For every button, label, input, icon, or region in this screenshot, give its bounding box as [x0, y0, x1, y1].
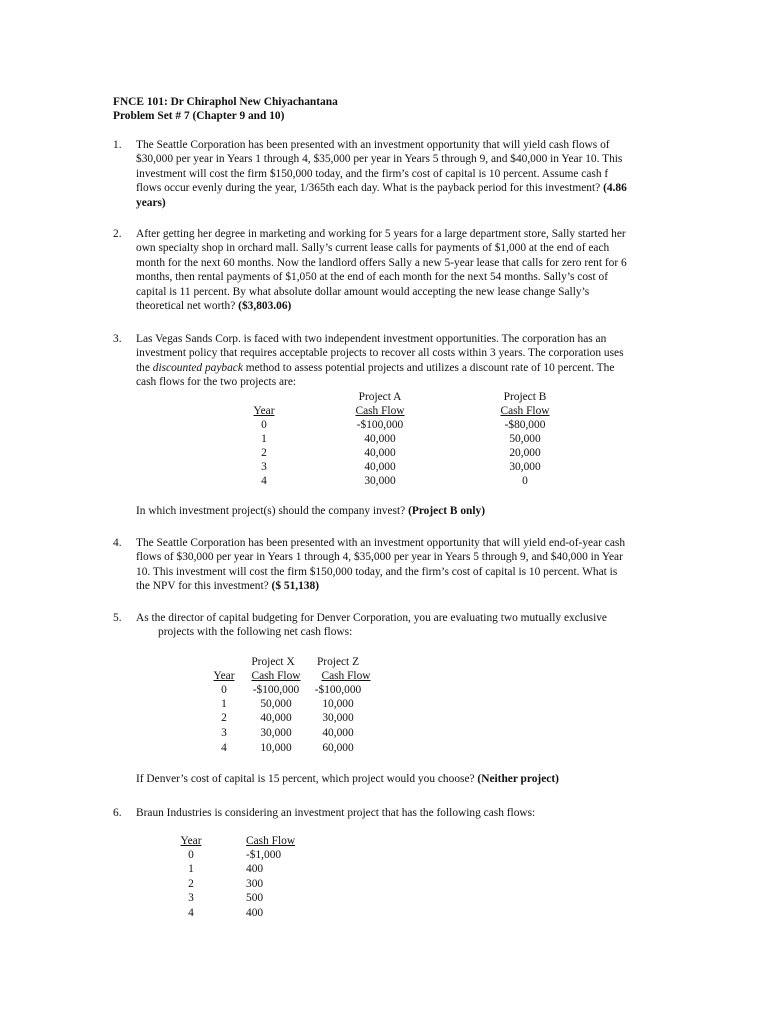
problem-2-number: 2. [113, 228, 122, 240]
table-header-project-x: Cash Flow [251, 670, 301, 682]
problem-3-number: 3. [113, 333, 122, 345]
problem-2-text: After getting her degree in marketing and working for 5 years for a large department store, Sally started her own specialty shop in orchard mall. Sally’s current lease calls for payments of $1,000 at the end of each month for the next 60 months. Now the landlord offers Sally a new 5-year lease that calls for zero rent for 6 months, then rental payments of $1,050 at the end of each month for the next 54 months. Sally’s cost of capital is 11 percent. By what absolute dollar amount would accepting the new lease change Sally’s theoretical net worth? ($3,803.06) [136, 228, 627, 313]
table-row: 2 [261, 447, 267, 459]
table-header-project-a: Cash Flow [355, 405, 405, 417]
table-header-project-z: Cash Flow [321, 670, 371, 682]
problem-1-answer: (4.86 [603, 182, 627, 195]
problem-4-text: The Seattle Corporation has been presented with an investment opportunity that will yield end-of-year cash flows of $30,000 per year in Years 1 through 4, $35,000 per year in Years 5 through 9, and $40,000 in Year 10. This investment will cost the firm $150,000 today, and the firm’s cost of capital is 10 percent. What is the NPV for this investment? ($ 51,138) [136, 537, 626, 593]
problem-2-answer: ($3,803.06) [238, 300, 292, 313]
table-row: 4 [188, 907, 194, 919]
problem-5-number: 5. [113, 612, 122, 624]
table-header-project-b: Cash Flow [500, 405, 550, 417]
problem-5-text-cont: projects with the following net cash flows: [158, 626, 353, 638]
table-row: 0 [261, 419, 267, 431]
table-row: 0 [221, 684, 227, 696]
table-row: 2 [221, 712, 227, 724]
table-header-year: Year [180, 835, 202, 847]
discounted-payback-term: discounted payback [152, 361, 243, 374]
problem-3-question: In which investment project(s) should the company invest? (Project B only) [136, 505, 486, 517]
table-row: 0 [188, 849, 194, 861]
problem-3-answer: (Project B only) [408, 505, 486, 517]
problem-6-text: Braun Industries is considering an investment project that has the following cash flows: [136, 807, 536, 819]
table-header-year: Year [253, 405, 275, 417]
table-row: 4 [221, 742, 227, 754]
problem-4-answer: ($ 51,138) [271, 580, 319, 593]
table-row: 4 [261, 475, 267, 487]
table-row: 3 [221, 727, 227, 739]
problem-5-question: If Denver’s cost of capital is 15 percent, which project would you choose? (Neither project) [136, 773, 559, 785]
problem-set-title: Problem Set # 7 (Chapter 9 and 10) [113, 110, 285, 122]
table-row: 1 [261, 433, 267, 445]
problem-3-text: Las Vegas Sands Corp. is faced with two independent investment opportunities. The corporation has an investment policy that requires acceptable projects to recover all costs within 3 years. The corporation uses the discounted payback method to assess potential projects and utilizes a discount rate of 10 percent. The cash flows for the two projects are: [136, 333, 624, 389]
problem-1-number: 1. [113, 139, 122, 151]
document-page: FNCE 101: Dr Chiraphol New Chiyachantana Problem Set # 7 (Chapter 9 and 10) 1. The Seattle Corporation has been presented with an investment opportunity that will yield cash flows of $30,000 per year in Years 1 through 4, $35,000 per year in Years 5 through 9, and $40,000 in Year 10. This investment will cost the firm $150,000 today, and the firm’s cost of capital is 10 percent. Assume cash f flows occur evenly during the year, 1/365th each day. What is the payback period for this investment? (4.86 years) 2. After getting her degree in marketing and working for 5 years for a large department store, Sally started her own specialty shop in orchard mall. Sally’s current lease calls for payments of $1,000 at the end of each month for the next 60 months. Now the landlord offers Sally a new 5-year lease that calls for zero rent for 6 months, then rental payments of $1,050 at the end of each month for the next 54 months. Sally’s cost of capital is 11 percent. By what absolute dollar amount would accepting the new lease change Sally’s theoretical net worth? ($3,803.06) 3. Las Vegas Sands Corp. is faced with two independent investment opportunities. The corporation has an investment policy that requires acceptable projects to recover all costs within 3 years. The corporation uses the discounted payback method to assess potential projects and utilizes a discount rate of 10 percent. The cash flows for the two projects are: Project A Project B Year Cash Flow Cash Flow 0 -$100,000 -$80,000 1 40,000 50,000 2 40,000 20,000 3 40,000 30,000 4 30,000 0 In which investment project(s) should the company invest? (Project B only) 4. The Seattle Corporation has been presented with an investment opportunity that will yield end-of-year cash flows of $30,000 per year in Years 1 through 4, $35,000 per year in Years 5 through 9, and $40,000 in Year 10. This investment will cost the firm $150,000 today, and the firm’s cost of capital is 10 percent. What is the NPV for this investment? ($ 51,138) 5. As the director of capital budgeting for Denver Corporation, you are evaluating two mutually exclusive projects with the following net cash flows: Project X Project Z Year Cash Flow Cash Flow 0 -$100,000 -$100,000 1 50,000 10,000 2 40,000 30,000 3 30,000 40,000 4 10,000 60,000 If Denver’s cost of capital is 15 percent, which project would you choose? (Neither project) 6. Braun Industries is considering an investment project that has the following cash flows: Year Cash Flow 0 -$1,000 1 400 2 300 3 500 4 400 [0, 0, 768, 1024]
table-row: 3 [261, 461, 267, 473]
table-row: 1 [221, 698, 227, 710]
table-row: 2 [188, 878, 194, 890]
table-row: 3 [188, 892, 194, 904]
problem-6-number: 6. [113, 807, 122, 819]
problem-1-answer-cont: years) [136, 196, 166, 209]
table-header-cash-flow: Cash Flow [246, 835, 296, 847]
table-row: 1 [188, 863, 194, 875]
problem-5-text: As the director of capital budgeting for Denver Corporation, you are evaluating two mutually exclusive [136, 612, 607, 624]
problem-5-answer: (Neither project) [477, 773, 559, 785]
problem-4-number: 4. [113, 537, 122, 549]
problem-1-text: The Seattle Corporation has been presented with an investment opportunity that will yield cash flows of $30,000 per year in Years 1 through 4, $35,000 per year in Years 5 through 9, and $40,000 in Year 10. This investment will cost the firm $150,000 today, and the firm’s cost of capital is 10 percent. Assume cash f flows occur evenly during the year, 1/365th each day. What is the payback period for this investment? (4.86 years) [136, 139, 627, 209]
course-title: FNCE 101: Dr Chiraphol New Chiyachantana [113, 96, 338, 108]
table-header-year: Year [213, 670, 235, 682]
